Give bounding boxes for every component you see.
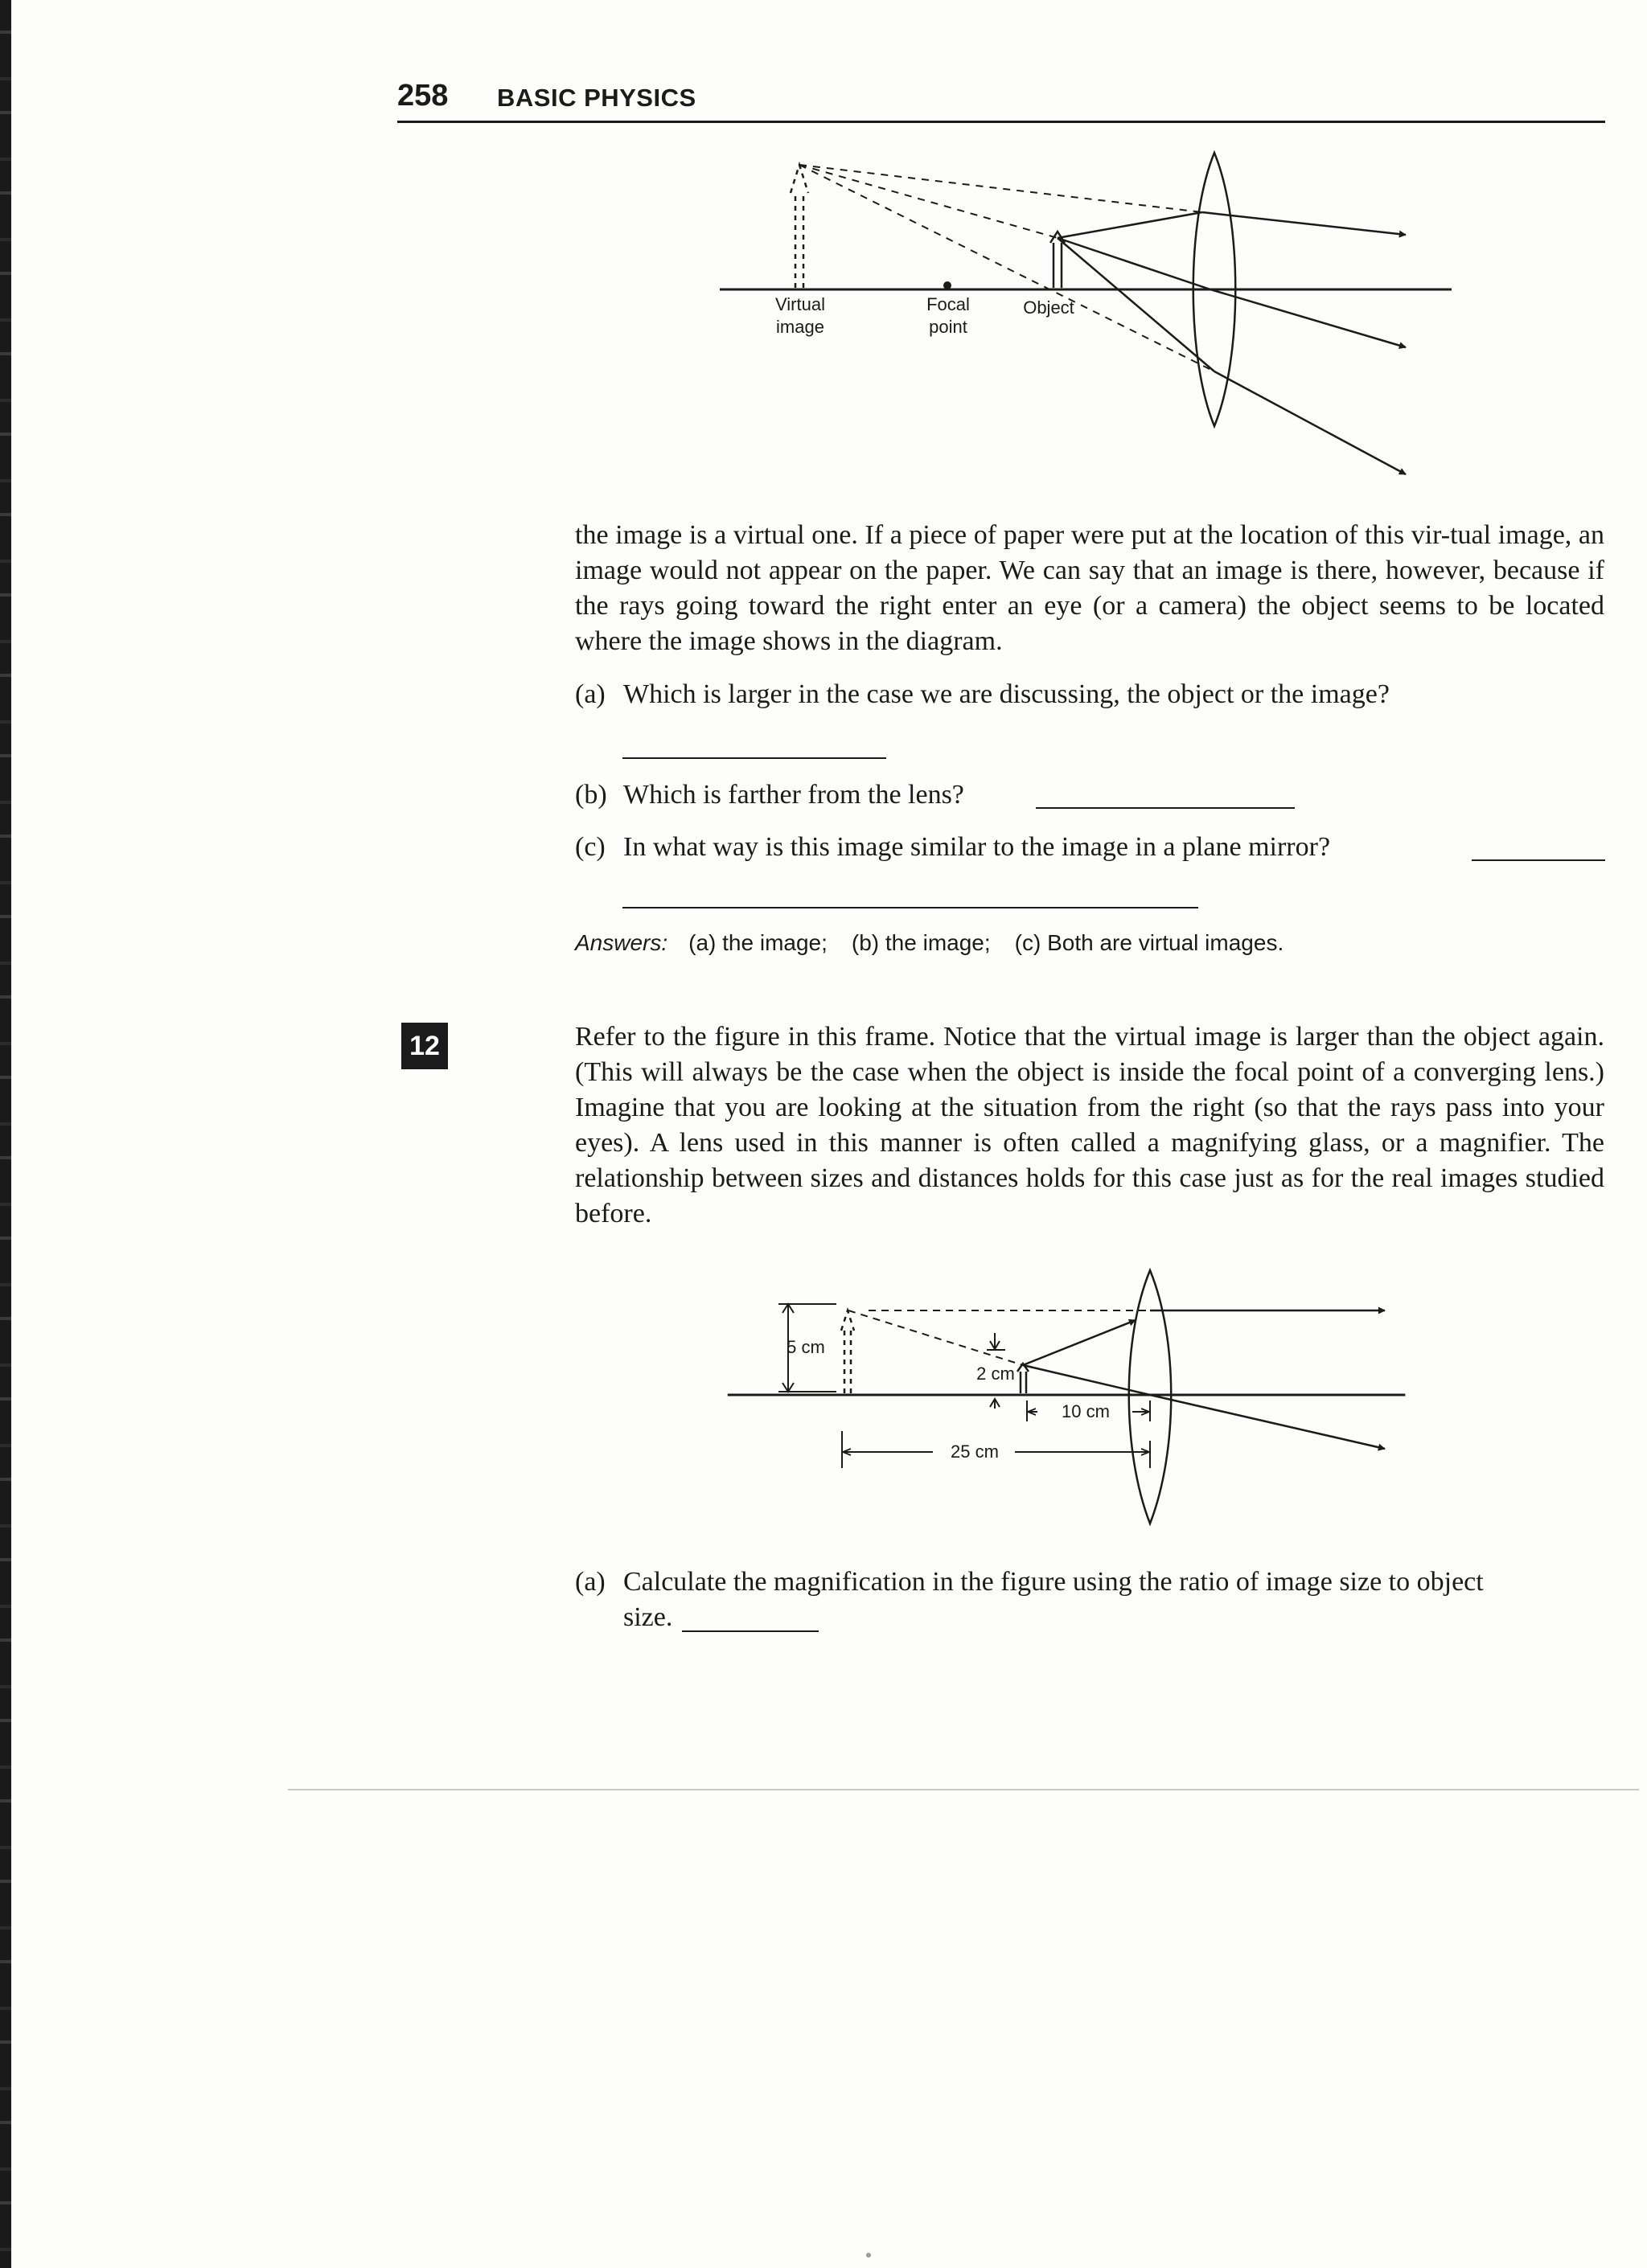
object-label: Object xyxy=(1023,297,1074,318)
magnifier-ray-diagram xyxy=(724,1262,1407,1528)
frame-number-12: 12 xyxy=(401,1023,448,1069)
object-height-label: 2 cm xyxy=(976,1364,1015,1384)
ray-parallel xyxy=(1058,212,1202,238)
question-b: (b) Which is farther from the lens? xyxy=(575,780,964,810)
scan-binding-edge xyxy=(0,0,11,2268)
focal-point-dot xyxy=(943,281,951,289)
ray-through-center-out xyxy=(1210,289,1406,347)
question-c: (c) In what way is this image similar to the image in a plane mirror? xyxy=(575,832,1331,862)
frame12-paragraph: Refer to the figure in this frame. Notice that the virtual image is larger than the object again. (This will always be the case when the object is inside the focal point of a converging lens.) Imagine that you are looking at the situation from the right (so that the rays pass into your eyes). A lens used in this manner is often called a magnifying glass, or a magnifier. The relationship between sizes and distances holds for this case just as for the real images studied before. xyxy=(575,1022,1604,1228)
object-arrow-2 xyxy=(1017,1364,1029,1393)
answer-blank-c-line2[interactable] xyxy=(622,881,1198,908)
virtual-ray-traces xyxy=(799,165,1214,371)
page-number: 258 xyxy=(397,79,449,113)
svg-text:point: point xyxy=(929,317,967,337)
answer-blank-c[interactable] xyxy=(1472,834,1605,861)
svg-text:image: image xyxy=(776,317,824,337)
ray-through-center xyxy=(1058,238,1210,289)
virtual-image-ray-diagram xyxy=(716,145,1520,482)
ray-focal-out xyxy=(1214,371,1406,474)
object-distance-label: 10 cm xyxy=(1062,1401,1110,1421)
answer-blank-a[interactable] xyxy=(622,732,886,759)
page-bottom-edge xyxy=(288,1789,1639,1790)
image-distance-label: 25 cm xyxy=(951,1442,999,1462)
page-header xyxy=(397,79,1605,123)
frame11-paragraph: the image is a virtual one. If a piece of paper were put at the location of this vir-tual image, an image would not appear on the paper. We can say that an image is there, however, because if the rays going toward the right enter an eye (or a camera) the object seems to be located where the image shows in the diagram. xyxy=(575,520,1604,656)
virtual-image-label: Virtual xyxy=(775,294,825,314)
virtual-image-arrow-2 xyxy=(841,1310,854,1393)
ray-to-lens xyxy=(1023,1320,1136,1365)
ray-through-center-2 xyxy=(1023,1365,1150,1395)
running-head: BASIC PHYSICS xyxy=(497,84,696,112)
frame12-question-a: (a) Calculate the magnification in the figure using the ratio of image size to object size. xyxy=(575,1567,1484,1632)
answer-blank-frame12-a[interactable] xyxy=(682,1605,819,1632)
focal-point-label: Focal xyxy=(926,294,970,314)
ray-through-center-out-2 xyxy=(1150,1395,1385,1449)
image-height-label: 5 cm xyxy=(787,1337,825,1357)
answer-blank-b[interactable] xyxy=(1036,781,1295,809)
virtual-image-arrow xyxy=(791,165,808,288)
scan-speck xyxy=(866,2253,871,2258)
question-a: (a) Which is larger in the case we are discussing, the object or the image? xyxy=(575,679,1390,709)
answers-line: Answers: (a) the image; (b) the image; (c) Both are virtual images. xyxy=(575,930,1284,955)
converging-lens-2 xyxy=(1129,1270,1172,1524)
